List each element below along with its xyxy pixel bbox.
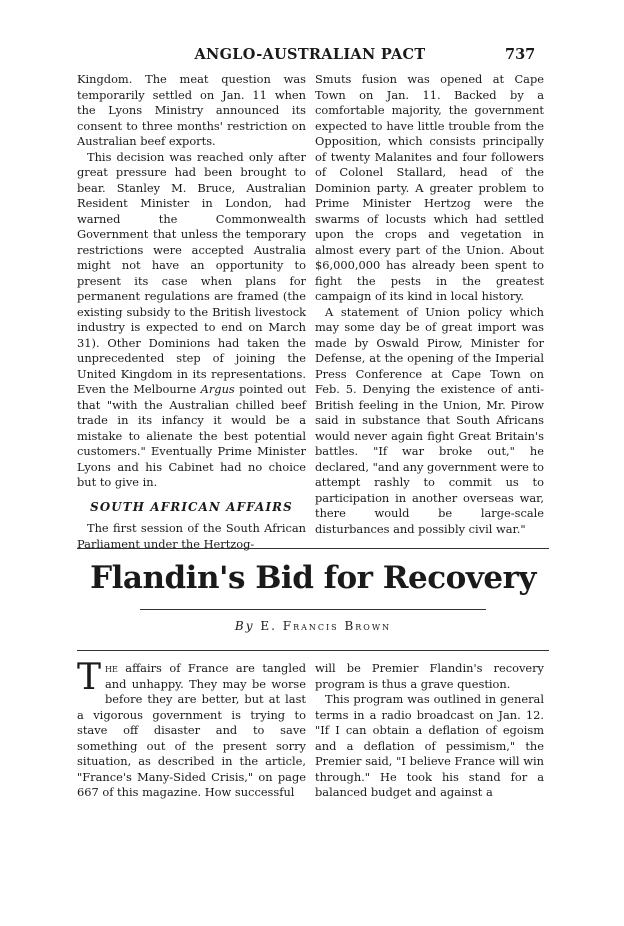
paragraph-text: This decision was reached only after great pressure had been brought to bear. Stanley M. Bruce, Australian Resident Minister in London, had warned the Commonwealth Government that unless the temporary restrictions were accepted Australia might not have an opportunity to present its case when plans for permanent regulations are framed (the existing subsidy to the British livestock industry is expected to end on March 31). Other Dominions had taken the unprecedented step of joining the United Kingdom in its representations. Even the Melbourne — [77, 149, 306, 396]
drop-cap: T — [77, 657, 102, 698]
article-headline: Flandin's Bid for Recovery — [90, 560, 536, 596]
paragraph: Smuts fusion was opened at Cape Town on Jan. 11. Backed by a comfortable majority, the government expected to have little trouble from the Opposition, which consists principally of twenty Malanites and four followers of Colonel Stallard, head of the Dominion party. A greater problem to Prime Minister Hertzog were the swarms of locusts which had settled upon the crops and vegetation in almost every part of the Union. About $6,000,000 has already been spent to fight the pests in the greatest campaign of its kind in local history. — [315, 72, 544, 303]
column-left-bottom — [77, 657, 306, 801]
paragraph-text: pointed out that "with the Australian chilled beef trade in its infancy it would be a mistake to alienate the best potential customers." Eventually Prime Minister Lyons and his Cabinet had no choice but to give in. — [77, 382, 306, 489]
byline-author: E. Francis Brown — [260, 619, 392, 633]
paragraph — [77, 657, 306, 801]
paragraph: A statement of Union policy which may some day be of great import was made by Oswald Pirow, Minister for Defense, at the opening of the Imperial Press Conference at Cape Town on Feb. 5. Denying the existence of anti-British feeling in the Union, Mr. Pirow said in substance that South Africans would never again fight Great Britain's battles. "If war broke out," he declared, "and any government were to attempt rashly to commit us to participation in another overseas war, there would be large-scale disturbances and possibly civil war." — [315, 304, 544, 536]
byline-by: By — [234, 619, 255, 633]
paragraph: Kingdom. The meat question was temporarily settled on Jan. 11 when the Lyons Ministry announced its consent to three months' restriction on Australian beef exports. — [77, 72, 306, 148]
article-byline — [77, 619, 549, 633]
divider-rule — [77, 650, 549, 651]
paragraph: This program was outlined in general terms in a radio broadcast on Jan. 12. "If I can obtain a deflation of egoism and a deflation of pessimism," the Premier said, "I believe France will win through." He took his stand for a balanced budget and against a — [315, 692, 544, 799]
column-right-bottom — [315, 661, 544, 801]
paragraph: will be Premier Flandin's recovery program is thus a grave question. — [315, 661, 544, 691]
divider-rule — [140, 609, 486, 610]
newspaper-name: Argus — [200, 382, 235, 396]
paragraph-text: affairs of France are tangled and unhappy. They may be worse before they are better, but at last a vigorous government is trying to stave off disaster and to save something out of the present sorry situation, as described in the article, "France's Many-Sided Crisis," on page 667 of this magazine. How successful — [77, 661, 306, 799]
paragraph: The first session of the South African Parliament under the Hertzog- — [77, 521, 306, 551]
column-right-top — [315, 72, 544, 537]
lead-in: he — [105, 661, 118, 675]
paragraph — [77, 150, 306, 491]
divider-rule — [77, 548, 549, 549]
section-subheading: SOUTH AFRICAN AFFAIRS — [90, 499, 293, 514]
column-left-top — [77, 72, 306, 552]
page-number: 737 — [505, 46, 536, 63]
running-title: ANGLO-AUSTRALIAN PACT — [194, 46, 426, 63]
